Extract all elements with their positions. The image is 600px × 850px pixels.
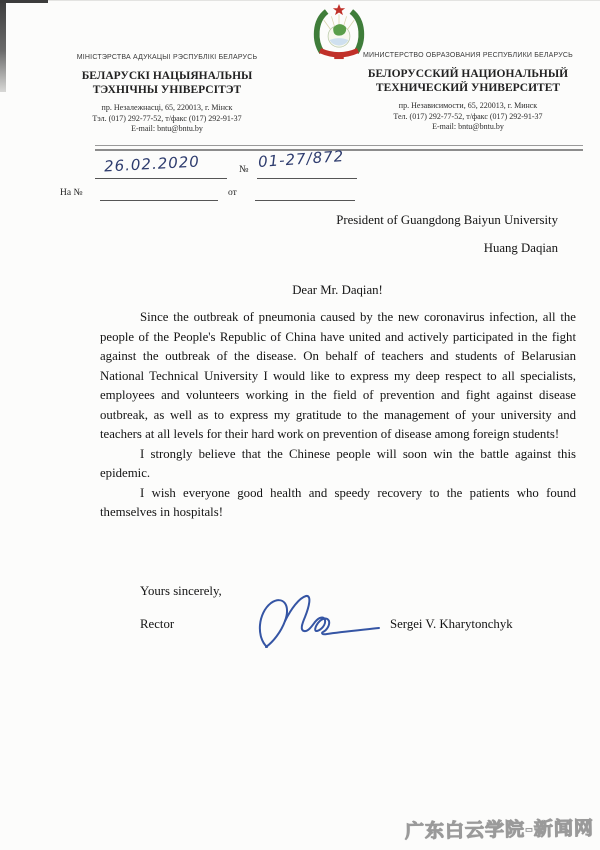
letter-body — [100, 308, 576, 523]
university-name-by — [28, 69, 306, 97]
contact-block-by — [28, 103, 306, 135]
university-name-ru — [348, 67, 588, 95]
date-underline — [95, 177, 227, 179]
university-name-ru-line1: БЕЛОРУССКИЙ НАЦИОНАЛЬНЫЙ — [367, 68, 569, 80]
address-by: пр. Незалежнасці, 65, 220013, г. Мінск — [101, 103, 233, 112]
address-ru: пр. Независимости, 65, 220013, г. Минск — [398, 101, 538, 110]
paragraph-3: I wish everyone good health and speedy recovery to the patients who found themselves in hospitals! — [100, 485, 576, 519]
recipient-title: President of Guangdong Baiyun University — [336, 213, 558, 227]
reply-to-label: На № — [60, 188, 83, 198]
signer-name: Sergei V. Kharytonchyk — [390, 617, 513, 631]
university-name-ru-line2: ТЕХНИЧЕСКИЙ УНИВЕРСИТЕТ — [375, 82, 561, 94]
ministry-name-by: МІНІСТЭРСТВА АДУКАЦЫІ РЭСПУБЛІКІ БЕЛАРУСЬ — [76, 54, 258, 61]
signature-ink — [255, 583, 385, 658]
letterhead-russian — [348, 52, 588, 133]
recipient-block — [100, 206, 558, 262]
watermark-text: 广东白云学院-新闻网 — [404, 817, 595, 843]
handwritten-outgoing-number: 01-27/872 — [257, 147, 345, 171]
scan-top-edge — [0, 0, 600, 1]
email-ru: E-mail: bntu@bntu.by — [432, 122, 504, 131]
from-date-label: от — [228, 188, 237, 198]
handwritten-date: 26.02.2020 — [103, 152, 201, 176]
number-underline — [257, 177, 357, 179]
recipient-name: Huang Daqian — [483, 241, 558, 255]
university-name-by-line2: ТЭХНІЧНЫ УНІВЕРСІТЭТ — [92, 84, 242, 96]
scan-top-corner-edge — [0, 0, 48, 3]
scan-left-corner-edge — [0, 0, 6, 92]
phone-by: Тэл. (017) 292-77-52, т/факс (017) 292-91-37 — [92, 113, 242, 123]
closing-phrase: Yours sincerely, — [140, 584, 222, 598]
letterhead-belarusian — [28, 54, 306, 135]
paragraph-1: Since the outbreak of pneumonia caused by the new coronavirus infection, all the people of the People's Republic of China have united and actively participated in the fight against the outbreak of the disease. On behalf of teachers and students of Belarusian National Technical University I would like to express my deep respect to all specialists, employees and volunteers working in the field of prevention and fight against disease outbreak, as well as to express my gratitude to the management of your university and teachers at all levels for their hard work on prevention of disease among foreign students! — [100, 310, 576, 441]
email-by: E-mail: bntu@bntu.by — [131, 124, 203, 133]
signer-title: Rector — [140, 617, 175, 631]
phone-ru: Тел. (017) 292-77-52, т/факс (017) 292-91-37 — [393, 111, 543, 121]
from-underline — [255, 199, 355, 201]
reply-underline — [100, 199, 218, 201]
paragraph-2: I strongly believe that the Chinese people will soon win the battle against this epidemic. — [100, 446, 576, 480]
contact-block-ru — [348, 101, 588, 133]
salutation: Dear Mr. Daqian! — [292, 283, 383, 297]
university-name-by-line1: БЕЛАРУСКІ НАЦЫЯНАЛЬНЫ — [81, 70, 253, 82]
ministry-name-ru: МИНИСТЕРСТВО ОБРАЗОВАНИЯ РЕСПУБЛИКИ БЕЛАРУСЬ — [363, 52, 573, 59]
number-sign-label: № — [239, 164, 249, 175]
